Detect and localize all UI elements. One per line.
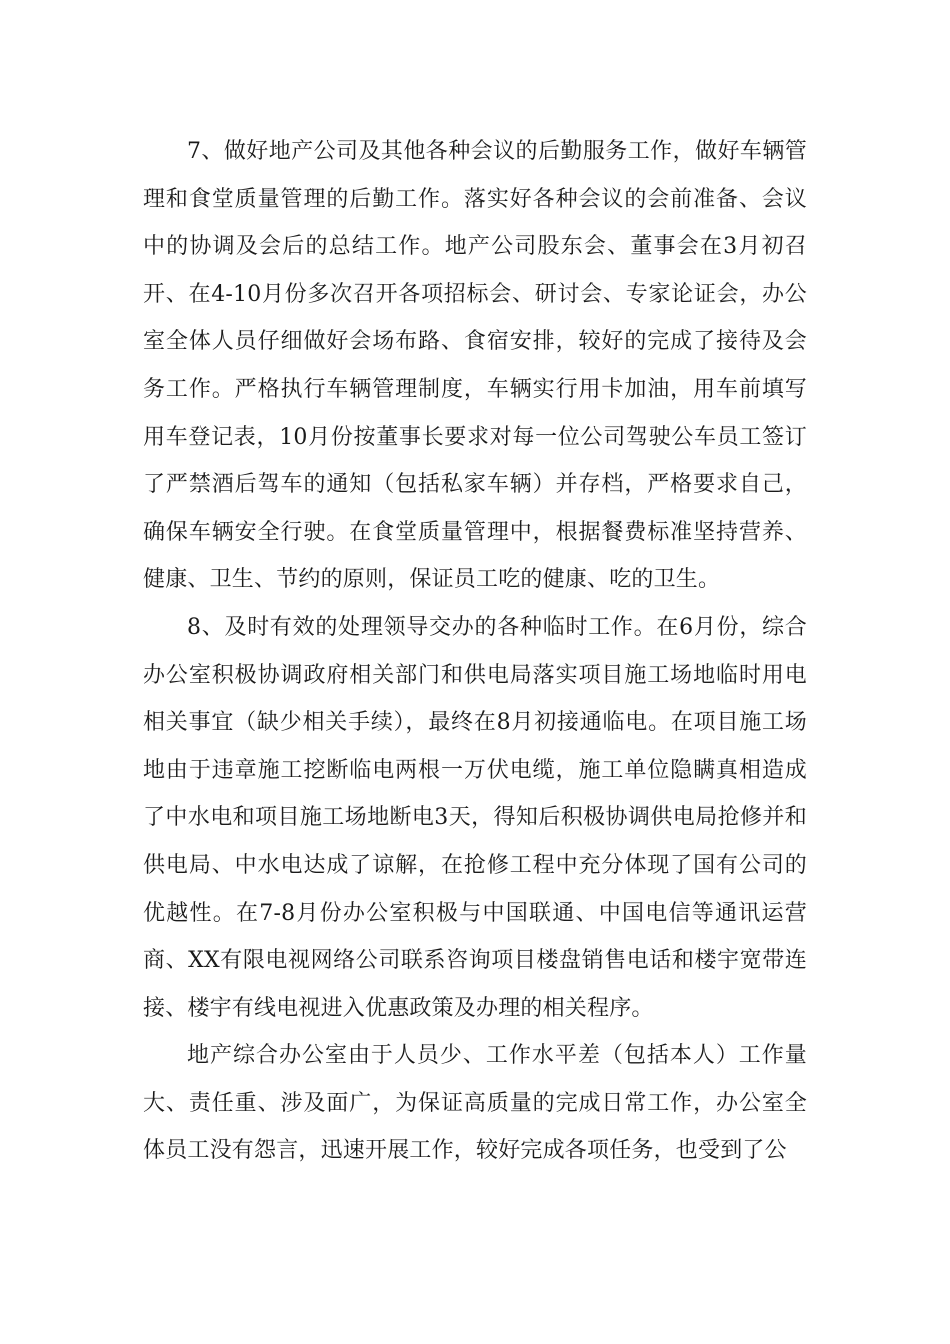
document-body	[143, 128, 807, 1175]
paragraph-item-8: 8、及时有效的处理领导交办的各种临时工作。在6月份，综合办公室积极协调政府相关部门和供电局落实项目施工场地临时用电相关事宜（缺少相关手续），最终在8月初接通临电。在项目施工场地由于违章施工挖断临电两根一万伏电缆，施工单位隐瞒真相造成了中水电和项目施工场地断电3天，得知后积极协调供电局抢修并和供电局、中水电达成了谅解，在抢修工程中充分体现了国有公司的优越性。在7-8月份办公室积极与中国联通、中国电信等通讯运营商、XX有限电视网络公司联系咨询项目楼盘销售电话和楼宇宽带连接、楼宇有线电视进入优惠政策及办理的相关程序。	[143, 614, 807, 1021]
paragraph-summary: 地产综合办公室由于人员少、工作水平差（包括本人）工作量大、责任重、涉及面广，为保证高质量的完成日常工作，办公室全体员工没有怨言，迅速开展工作，较好完成各项任务，也受到了公	[143, 1043, 807, 1164]
paragraph-item-7: 7、做好地产公司及其他各种会议的后勤服务工作，做好车辆管理和食堂质量管理的后勤工作。落实好各种会议的会前准备、会议中的协调及会后的总结工作。地产公司股东会、董事会在3月初召开、在4-10月份多次召开各项招标会、研讨会、专家论证会，办公室全体人员仔细做好会场布路、食宿安排，较好的完成了接待及会务工作。严格执行车辆管理制度，车辆实行用卡加油，用车前填写用车登记表，10月份按董事长要求对每一位公司驾驶公车员工签订了严禁酒后驾车的通知（包括私家车辆）并存档，严格要求自己，确保车辆安全行驶。在食堂质量管理中，根据餐费标准坚持营养、健康、卫生、节约的原则，保证员工吃的健康、吃的卫生。	[143, 139, 807, 593]
